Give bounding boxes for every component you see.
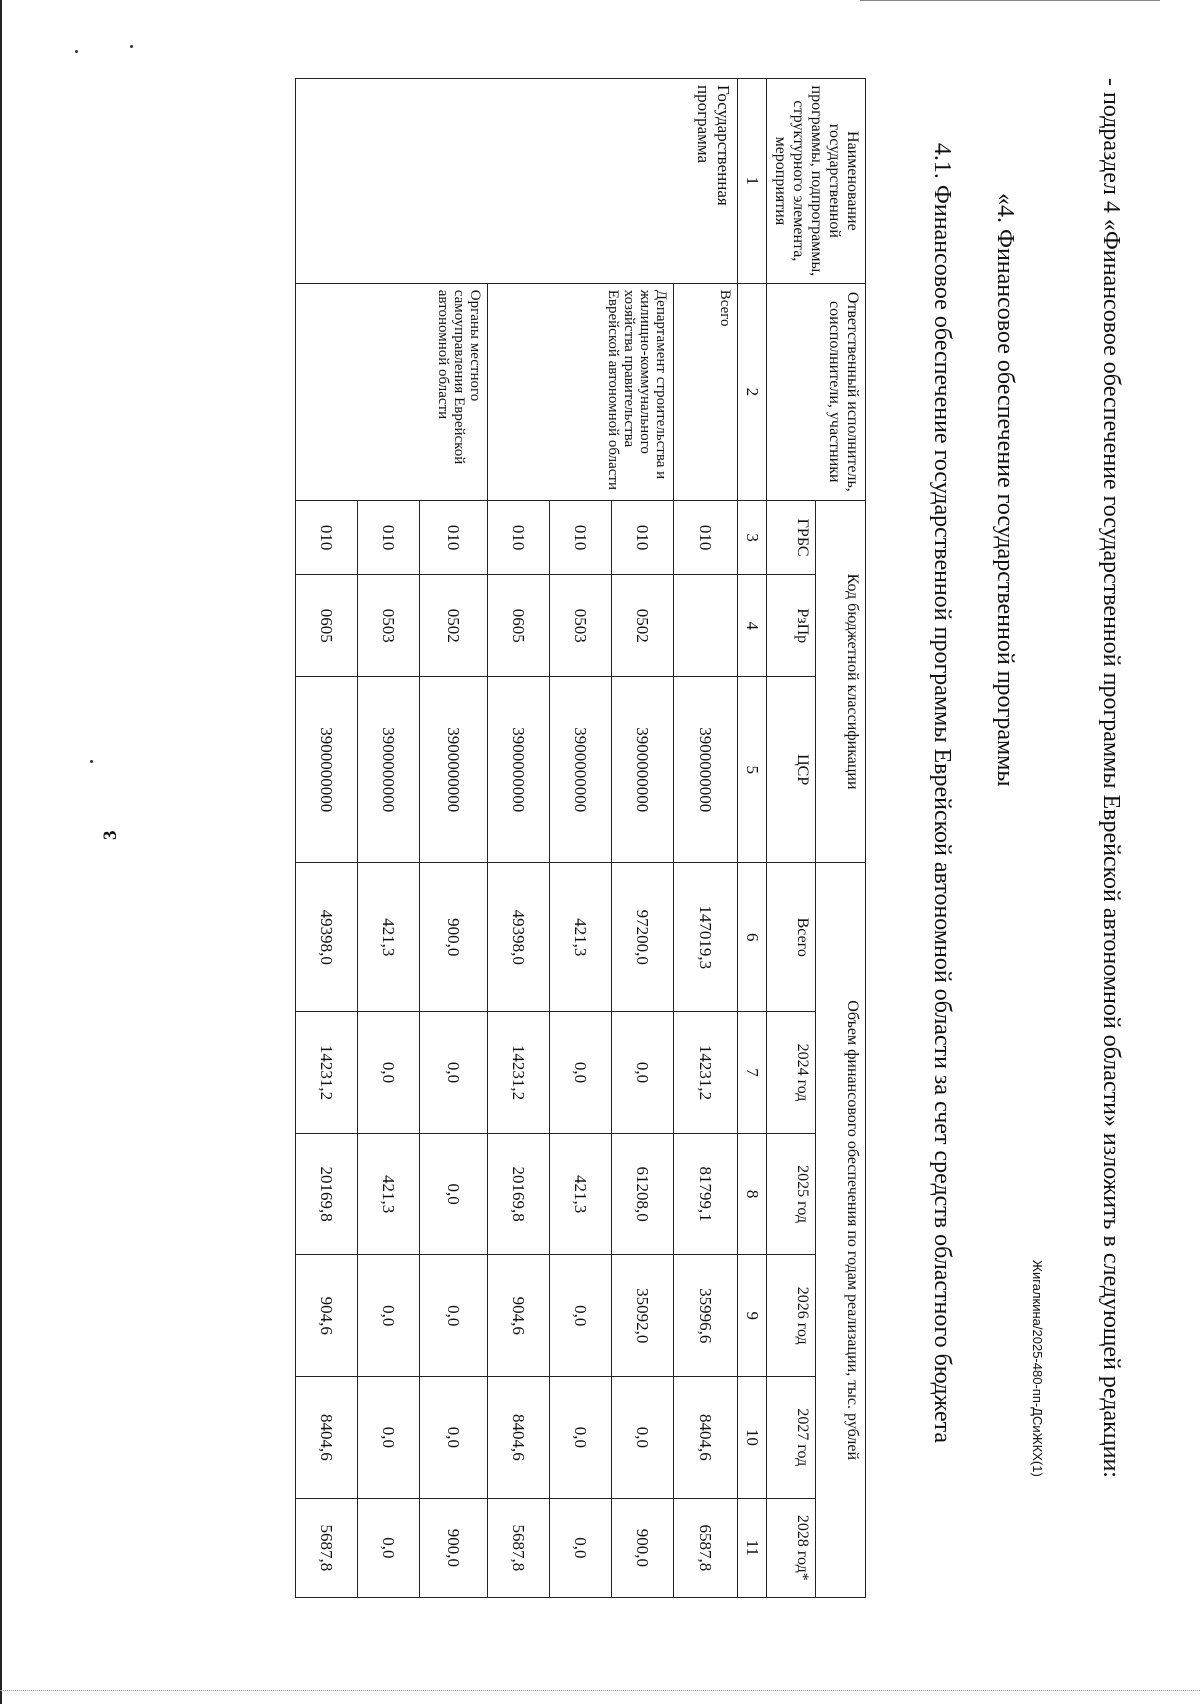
column-number: 10: [738, 1377, 767, 1499]
cell-2024: 0,0: [420, 1012, 488, 1134]
section-title: «4. Финансовое обеспечение государственной программы: [992, 193, 1018, 787]
cell-csr: 3900000000: [550, 677, 612, 863]
cell-2024: 14231,2: [674, 1012, 738, 1134]
column-number: 7: [738, 1012, 767, 1134]
cell-2026: 0,0: [420, 1255, 488, 1377]
cell-2027: 0,0: [612, 1377, 674, 1499]
header-budget-code: Код бюджетной классификации: [816, 500, 866, 862]
cell-2024: 14231,2: [488, 1012, 550, 1134]
cell-grbs: 010: [488, 500, 550, 574]
column-number: 5: [738, 677, 767, 863]
scan-speck: [130, 45, 133, 48]
cell-csr: 3900000000: [358, 677, 420, 863]
cell-total: 421,3: [358, 863, 420, 1012]
scan-artifact-dots: [0, 1690, 1200, 1691]
subsection-title: 4.1. Финансовое обеспечение государственной программы Еврейской автономной области за счет средств областного бюджета: [929, 142, 955, 1444]
cell-2024: 14231,2: [296, 1012, 358, 1134]
column-number: 6: [738, 863, 767, 1012]
column-number: 9: [738, 1255, 767, 1377]
header-2028: 2028 год*: [767, 1498, 817, 1597]
cell-total: 49398,0: [488, 863, 550, 1012]
rotated-page-content: [128, 78, 1128, 1638]
cell-2028: 5687,8: [296, 1498, 358, 1597]
cell-2024: 0,0: [612, 1012, 674, 1134]
group-local-government: Органы местного самоуправления Еврейской автономной области: [296, 283, 488, 500]
header-csr: ЦСР: [767, 677, 817, 863]
column-number: 2: [738, 283, 767, 500]
scan-speck: [75, 50, 78, 53]
header-2024: 2024 год: [767, 1012, 817, 1134]
column-number: 1: [738, 79, 767, 284]
cell-grbs: 010: [674, 500, 738, 574]
cell-grbs: 010: [550, 500, 612, 574]
cell-2027: 0,0: [420, 1377, 488, 1499]
cell-2026: 35092,0: [612, 1255, 674, 1377]
cell-2027: 8404,6: [674, 1377, 738, 1499]
cell-rzpr: 0503: [358, 575, 420, 677]
cell-2025: 0,0: [420, 1133, 488, 1255]
header-volume: Объем финансового обеспечения по годам реализации, тыс. рублей: [816, 863, 866, 1598]
cell-2025: 61208,0: [612, 1133, 674, 1255]
scan-speck: [90, 760, 93, 763]
cell-2028: 0,0: [358, 1498, 420, 1597]
column-number: 4: [738, 575, 767, 677]
cell-2026: 35996,6: [674, 1255, 738, 1377]
cell-2027: 0,0: [358, 1377, 420, 1499]
cell-2028: 5687,8: [488, 1498, 550, 1597]
column-number: 8: [738, 1133, 767, 1255]
cell-2026: 904,6: [296, 1255, 358, 1377]
cell-total: 421,3: [550, 863, 612, 1012]
cell-2025: 421,3: [358, 1133, 420, 1255]
scan-artifact-line: [860, 0, 1160, 1]
cell-total: 900,0: [420, 863, 488, 1012]
header-name: Наименование государственной программы, подпрограммы, структурного элемента, мероприятия: [767, 79, 866, 284]
cell-rzpr: 0605: [488, 575, 550, 677]
cell-2025: 20169,8: [296, 1133, 358, 1255]
cell-grbs: 010: [612, 500, 674, 574]
cell-total: 147019,3: [674, 863, 738, 1012]
cell-csr: 3900000000: [420, 677, 488, 863]
header-2026: 2026 год: [767, 1255, 817, 1377]
scan-edge: [0, 0, 2, 1704]
cell-2028: 0,0: [550, 1498, 612, 1597]
cell-rzpr: 0503: [550, 575, 612, 677]
page-number: 3: [100, 830, 121, 840]
cell-2025: 20169,8: [488, 1133, 550, 1255]
header-responsible: Ответственный исполнитель, соисполнители, участники: [767, 283, 866, 500]
cell-grbs: 010: [420, 500, 488, 574]
column-number: 11: [738, 1498, 767, 1597]
cell-2028: 900,0: [420, 1498, 488, 1597]
cell-total: 97200,0: [612, 863, 674, 1012]
header-2027: 2027 год: [767, 1377, 817, 1499]
column-number: 3: [738, 500, 767, 574]
cell-2026: 0,0: [550, 1255, 612, 1377]
group-department: Департамент строительства и жилищно-коммунального хозяйства правительства Еврейской автономной области: [488, 283, 674, 500]
cell-rzpr: [674, 575, 738, 677]
cell-total: 49398,0: [296, 863, 358, 1012]
header-rzpr: РзПр: [767, 575, 817, 677]
cell-rzpr: 0605: [296, 575, 358, 677]
cell-2028: 900,0: [612, 1498, 674, 1597]
header-total: Всего: [767, 863, 817, 1012]
cell-rzpr: 0502: [612, 575, 674, 677]
cell-rzpr: 0502: [420, 575, 488, 677]
cell-2025: 81799,1: [674, 1133, 738, 1255]
cell-2026: 0,0: [358, 1255, 420, 1377]
cell-grbs: 010: [358, 500, 420, 574]
cell-2027: 8404,6: [488, 1377, 550, 1499]
cell-csr: 3900000000: [488, 677, 550, 863]
program-name: Государственная программа: [296, 79, 738, 284]
cell-csr: 3900000000: [612, 677, 674, 863]
intro-paragraph: - подраздел 4 «Финансовое обеспечение государственной программы Еврейской автономной области» изложить в следующей редакции:: [1098, 78, 1124, 1478]
cell-2028: 6587,8: [674, 1498, 738, 1597]
cell-2024: 0,0: [358, 1012, 420, 1134]
cell-2027: 8404,6: [296, 1377, 358, 1499]
cell-csr: 3900000000: [296, 677, 358, 863]
financing-table: [295, 78, 866, 1598]
cell-2025: 421,3: [550, 1133, 612, 1255]
cell-2027: 0,0: [550, 1377, 612, 1499]
group-total: Всего: [674, 283, 738, 500]
header-2025: 2025 год: [767, 1133, 817, 1255]
cell-grbs: 010: [296, 500, 358, 574]
header-grbs: ГРБС: [767, 500, 817, 574]
cell-2024: 0,0: [550, 1012, 612, 1134]
cell-csr: 3900000000: [674, 677, 738, 863]
footer-reference: Жигалкина/2025-480-пп-ДСиЖКХ(1): [1030, 1260, 1045, 1477]
cell-2026: 904,6: [488, 1255, 550, 1377]
